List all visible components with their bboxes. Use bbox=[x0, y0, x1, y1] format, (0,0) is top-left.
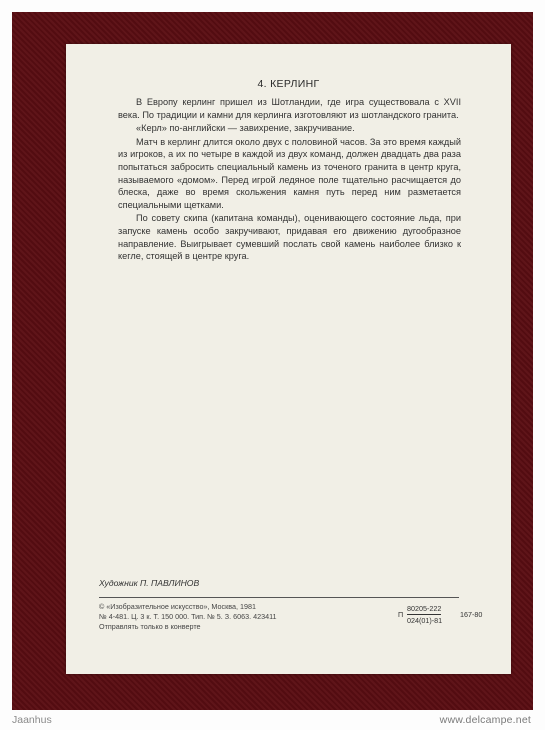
imprint-line-2: № 4-481. Ц. 3 к. Т. 150 000. Тип. № 5. З. 6063. 423411 bbox=[99, 612, 277, 621]
code-suffix: 167-80 bbox=[460, 610, 483, 619]
watermark-site: www.delcampe.net bbox=[439, 714, 531, 726]
imprint-line-3: Отправлять только в конверте bbox=[99, 622, 201, 631]
paragraph-4: По совету скипа (капитана команды), оценивающего состояние льда, при запуске камень особо закручивают, придавая его движению дугообразное направление. Выигрывает сумевший послать свой камень наиболее близко к кегле, стоящей в центре круга. bbox=[118, 213, 461, 262]
paragraph-1: В Европу керлинг пришел из Шотландии, где игра существовала с XVII века. По традиции и камни для керлинга изготовляют из шотландского гранита. bbox=[118, 97, 461, 120]
watermark-seller: Jaanhus bbox=[12, 714, 52, 726]
code-top: 80205-222 bbox=[407, 604, 442, 613]
card-title: 4. КЕРЛИНГ bbox=[257, 78, 320, 90]
code-prefix: П bbox=[398, 610, 404, 619]
paragraph-3: Матч в керлинг длится около двух с половиной часов. За это время каждый из игроков, а их по четыре в каждой из двух команд, должен двадцать два раза попытаться забросить специальный камень из точеного гранита в центр круга, называемого «домом». Перед игрой ледяное поле тщательно расчищается до блеска, даже во время скольжения камня путь перед ним разметается специальными щетками. bbox=[118, 136, 461, 210]
imprint-line-1: © «Изобразительное искусство», Москва, 1981 bbox=[99, 602, 256, 611]
postcard-back bbox=[66, 44, 511, 674]
artist-credit: Художник П. ПАВЛИНОВ bbox=[99, 578, 200, 588]
paragraph-2: «Керл» по-английски — завихрение, закручивание. bbox=[136, 123, 355, 134]
watermark-bar bbox=[0, 712, 545, 730]
divider-line bbox=[99, 597, 459, 598]
card-text bbox=[118, 96, 461, 264]
code-bottom: 024(01)-81 bbox=[407, 616, 443, 625]
publisher-imprint bbox=[99, 602, 359, 632]
